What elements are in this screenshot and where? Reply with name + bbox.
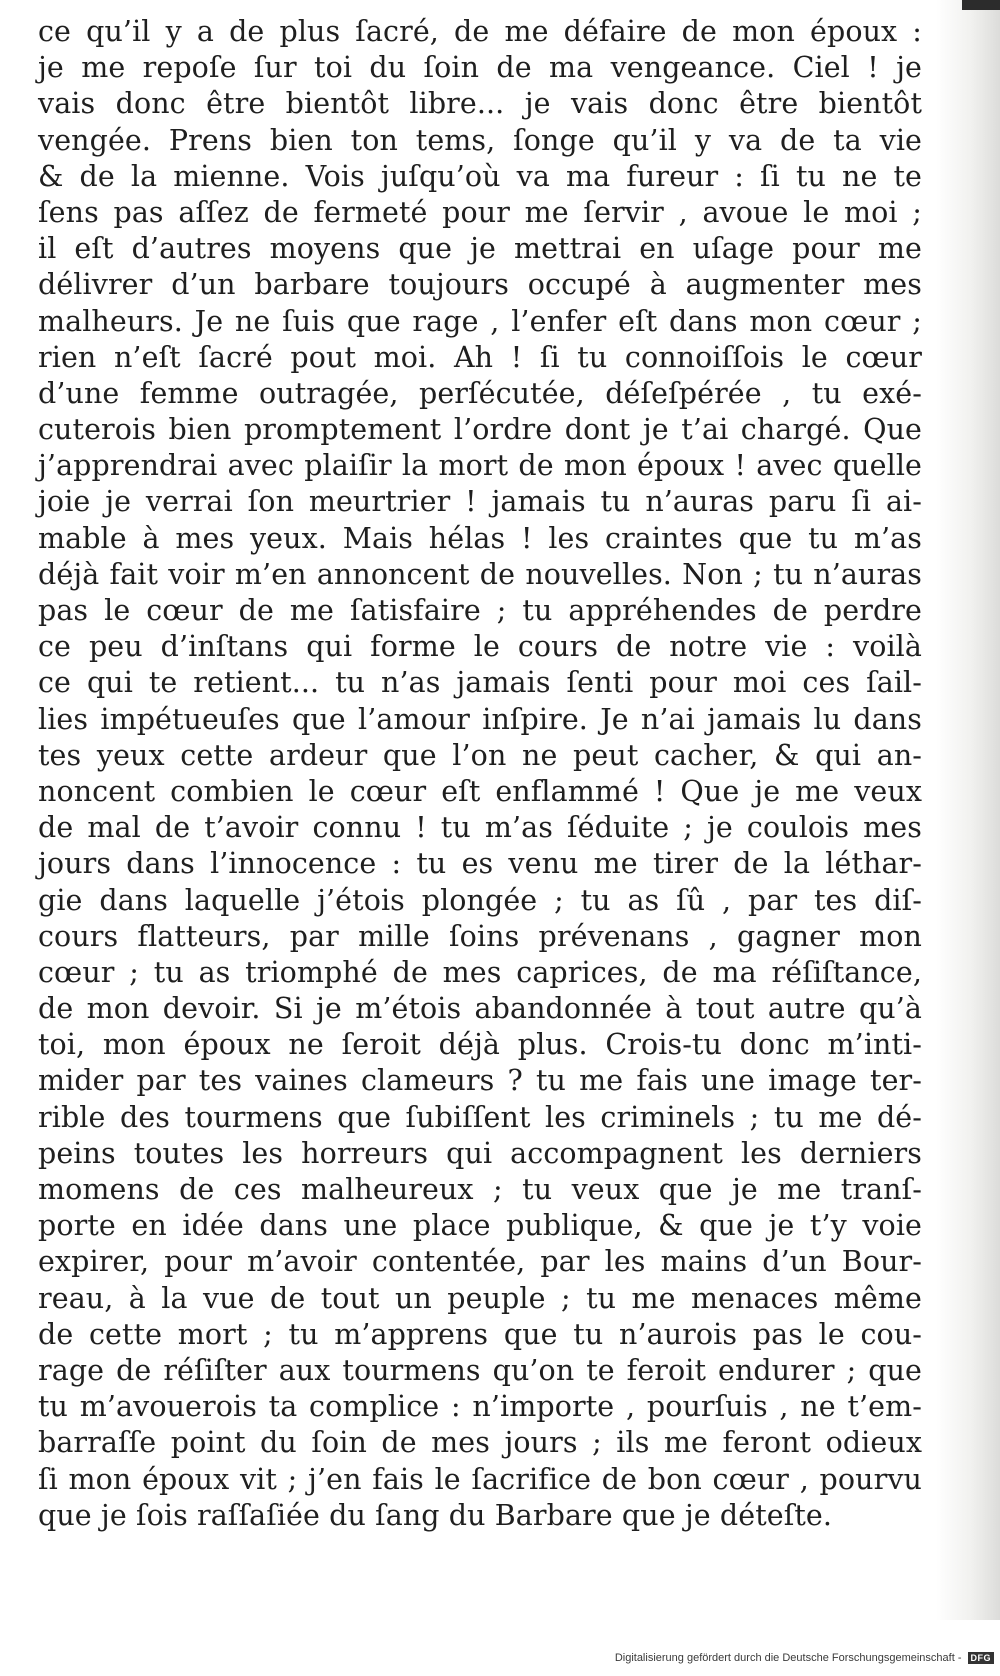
text-line: rien n’eſt ſacré pout moi. Ah ! ſi tu connoiſſois le cœur xyxy=(38,340,922,374)
page-text-block xyxy=(38,14,922,1534)
text-line: rible des tourmens que ſubiſſent les criminels ; tu me dé- xyxy=(38,1100,922,1134)
text-line: expirer, pour m’avoir contentée, par les mains d’un Bour- xyxy=(38,1245,922,1279)
text-line: ce qui te retient... tu n’as jamais ſenti pour moi ces ſail- xyxy=(38,666,922,700)
text-line: cours flatteurs, par mille ſoins prévenans , gagner mon xyxy=(38,919,922,953)
text-line: ce qu’il y a de plus ſacré, de me défaire de mon époux : xyxy=(38,15,922,48)
text-line: que je ſois raſſaſiée du ſang du Barbare que je déteſte. xyxy=(38,1498,833,1532)
digitization-footer xyxy=(615,1652,994,1664)
text-line: peins toutes les horreurs qui accompagnent les derniers xyxy=(38,1136,922,1170)
text-line: j’apprendrai avec plaiſir la mort de mon époux ! avec quelle xyxy=(38,449,922,483)
text-line: ſens pas aſſez de fermeté pour me ſervir , avoue le moi ; xyxy=(38,195,922,229)
text-line: jours dans l’innocence : tu es venu me tirer de la léthar- xyxy=(38,847,922,881)
text-line: vengée. Prens bien ton tems, ſonge qu’il y va de ta vie xyxy=(38,123,922,157)
text-line: de mon devoir. Si je m’étois abandonnée à tout autre qu’à xyxy=(38,992,922,1026)
text-line: mable à mes yeux. Mais hélas ! les craintes que tu m’as xyxy=(38,521,922,555)
text-line: cuterois bien promptement l’ordre dont je t’ai chargé. Que xyxy=(38,413,922,447)
text-line: cœur ; tu as triomphé de mes caprices, de ma réſiſtance, xyxy=(38,955,922,989)
funding-credit: Digitalisierung gefördert durch die Deutsche Forschungsgemeinschaft - xyxy=(614,1652,962,1664)
text-line: barraſſe point du ſoin de mes jours ; ils me feront odieux xyxy=(38,1426,922,1460)
text-line: reau, à la vue de tout un peuple ; tu me menaces même xyxy=(38,1281,922,1315)
text-line: porte en idée dans une place publique, & que je t’y voie xyxy=(38,1209,922,1243)
dfg-logo: DFG xyxy=(968,1652,995,1664)
text-line: joie je verrai ſon meurtrier ! jamais tu n’auras paru ſi ai- xyxy=(38,485,922,519)
text-line: de mal de t’avoir connu ! tu m’as ſéduite ; je coulois mes xyxy=(38,811,922,845)
text-line: de cette mort ; tu m’apprens que tu n’aurois pas le cou- xyxy=(38,1317,922,1351)
text-line: mider par tes vaines clameurs ? tu me fais une image ter- xyxy=(38,1064,922,1098)
text-line: délivrer d’un barbare toujours occupé à augmenter mes xyxy=(38,268,922,302)
text-line: ce peu d’inſtans qui forme le cours de notre vie : voilà xyxy=(38,630,922,664)
text-line: pas le cœur de me ſatisfaire ; tu appréhendes de perdre xyxy=(38,594,922,627)
scan-page-edge xyxy=(936,0,1000,1620)
text-line: rage de réſiſter aux tourmens qu’on te feroit endurer ; que xyxy=(38,1353,922,1387)
text-line: d’une femme outragée, perſécutée, déſeſpérée , tu exé- xyxy=(38,376,922,410)
text-line: ſi mon époux vit ; j’en fais le ſacrifice de bon cœur , pourvu xyxy=(38,1462,922,1496)
text-line: & de la mienne. Vois juſqu’où va ma fureur : ſi tu ne te xyxy=(38,159,922,193)
text-line: déjà fait voir m’en annoncent de nouvelles. Non ; tu n’auras xyxy=(38,557,922,591)
text-line: malheurs. Je ne ſuis que rage , l’enfer eſt dans mon cœur ; xyxy=(38,304,922,338)
text-line: je me repoſe ſur toi du ſoin de ma vengeance. Ciel ! je xyxy=(38,51,922,85)
text-line: gie dans laquelle j’étois plongée ; tu as ſû , par tes diſ- xyxy=(38,883,922,917)
text-line: momens de ces malheureux ; tu veux que je me tranſ- xyxy=(38,1173,922,1206)
text-line: vais donc être bientôt libre... je vais donc être bientôt xyxy=(38,87,922,121)
text-line: il eſt d’autres moyens que je mettrai en uſage pour me xyxy=(38,232,922,266)
text-line: tu m’avouerois ta complice : n’importe , pourſuis , ne t’em- xyxy=(38,1390,922,1424)
scan-corner-mark xyxy=(962,0,1000,10)
text-line: tes yeux cette ardeur que l’on ne peut cacher, & qui an- xyxy=(38,738,922,772)
text-line: lies impétueuſes que l’amour inſpire. Je n’ai jamais lu dans xyxy=(38,702,922,736)
text-line: noncent combien le cœur eſt enflammé ! Que je me veux xyxy=(38,774,922,808)
text-line: toi, mon époux ne ſeroit déjà plus. Crois-tu donc m’inti- xyxy=(38,1028,922,1062)
